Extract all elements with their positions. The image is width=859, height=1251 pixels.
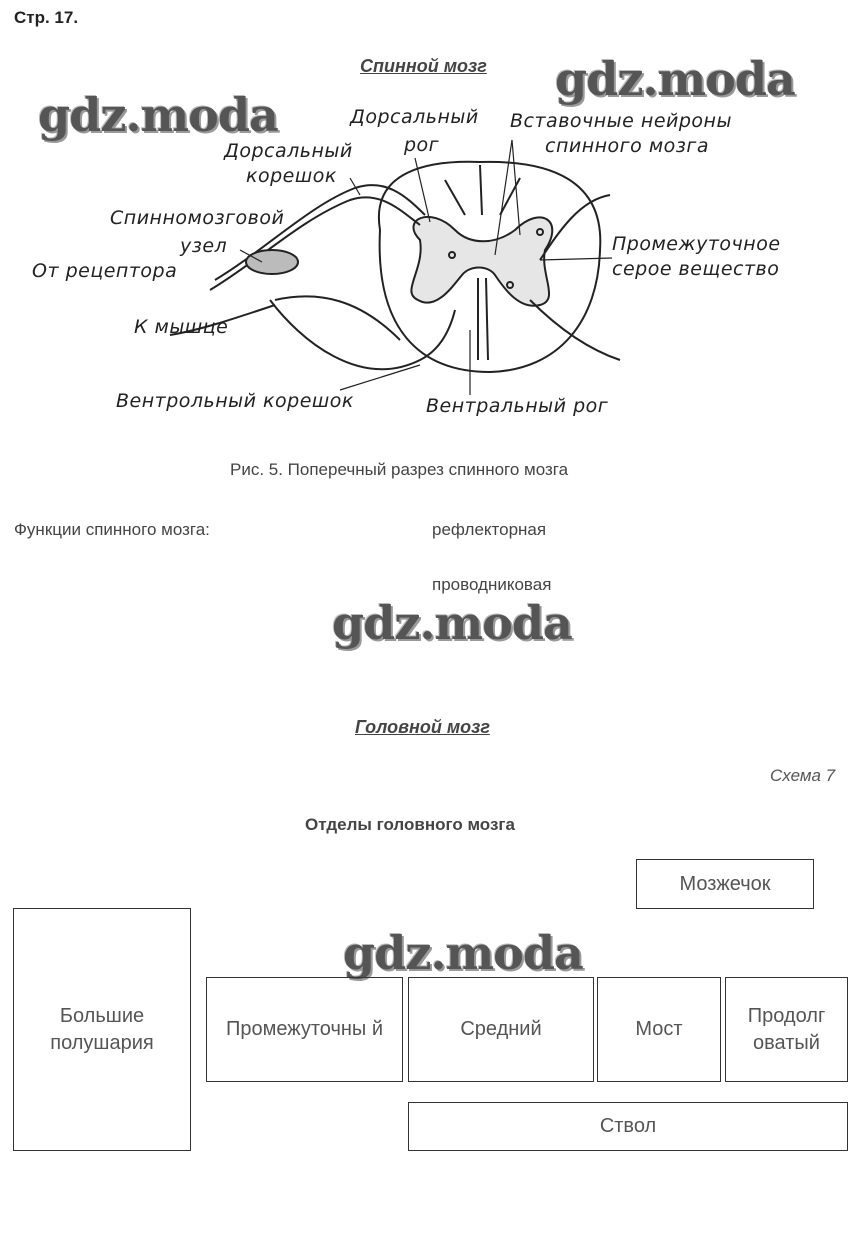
label-from-receptor: От рецептора (32, 260, 178, 282)
label-dorsal-horn: Дорсальный (350, 106, 479, 128)
label-to-muscle: К мышце (134, 316, 229, 338)
label-interneurons: Вставочные нейроны (510, 110, 732, 132)
label-dorsal-horn: рог (404, 134, 440, 156)
box-diencephalon: Промежуточны й (206, 977, 403, 1082)
box-pons: Мост (597, 977, 721, 1082)
watermark: gdz.moda (343, 926, 583, 980)
watermark: gdz.moda (555, 52, 795, 106)
label-interneurons: спинного мозга (545, 135, 710, 157)
function-item: рефлекторная (432, 520, 547, 539)
scheme-title: Отделы головного мозга (305, 815, 515, 834)
box-medulla: Продолг оватый (725, 977, 848, 1082)
functions-label: Функции спинного мозга: (14, 520, 210, 539)
label-ventral-horn: Вентральный рог (426, 395, 609, 417)
label-dorsal-root: корешок (246, 165, 337, 187)
scheme-label: Схема 7 (770, 766, 836, 785)
watermark: gdz.moda (332, 596, 572, 650)
label-dorsal-root: Дорсальный (224, 140, 353, 162)
label-ventral-root: Вентрольный корешок (116, 390, 354, 412)
spinal-cord-title: Спинной мозг (360, 56, 487, 76)
function-item: проводниковая (432, 575, 552, 594)
label-intermediate-grey: Промежуточное (612, 233, 781, 255)
label-spinal-ganglion: Спинномозговой (110, 207, 285, 229)
box-hemispheres: Большие полушария (13, 908, 191, 1151)
box-brainstem: Ствол (408, 1102, 848, 1151)
page-number: Стр. 17. (14, 8, 79, 27)
box-cerebellum: Мозжечок (636, 859, 814, 909)
brain-title: Головной мозг (355, 717, 490, 737)
box-midbrain: Средний (408, 977, 594, 1082)
watermark: gdz.moda (38, 88, 278, 142)
label-spinal-ganglion: узел (180, 235, 228, 257)
label-intermediate-grey: серое вещество (612, 258, 780, 280)
figure-caption: Рис. 5. Поперечный разрез спинного мозга (230, 460, 569, 479)
